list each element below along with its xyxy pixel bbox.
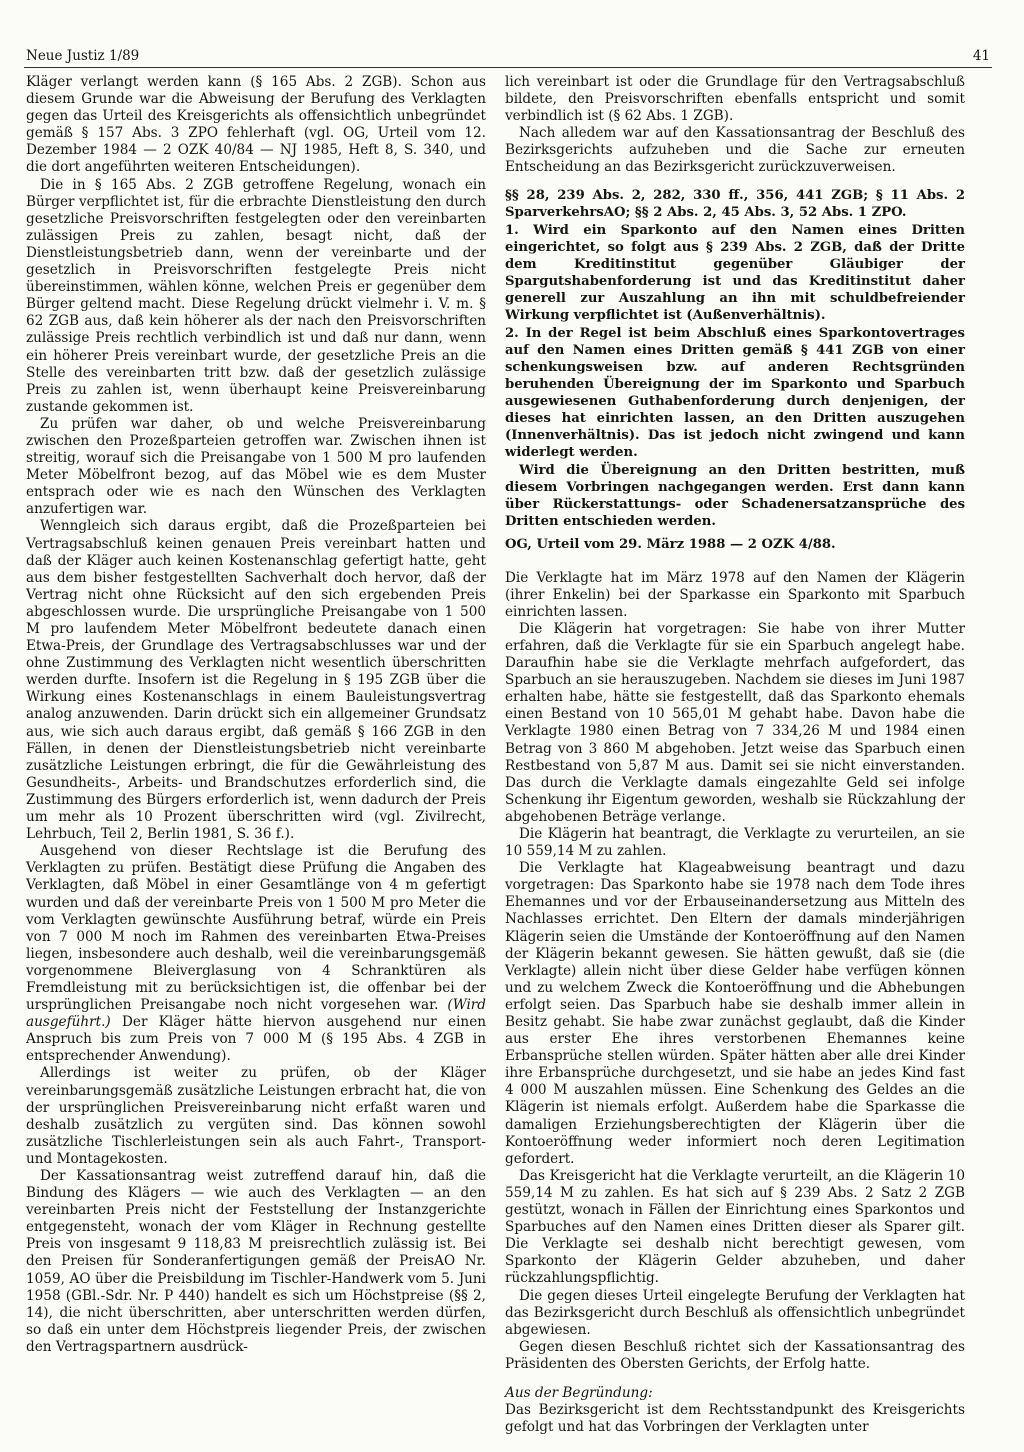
decision-citation: OG, Urteil vom 29. März 1988 — 2 OZK 4/88. xyxy=(505,536,836,552)
paragraph: Die Verklagte hat im März 1978 auf den Namen der Klägerin (ihrer Enkelin) bei der Sparkasse ein Sparkonto mit Sparbuch einrichten lassen. xyxy=(505,569,965,620)
spacer xyxy=(505,1373,965,1385)
paragraph: Das Bezirksgericht ist dem Rechtsstandpunkt des Kreisgerichts gefolgt und hat das Vorbringen der Verklagten unter xyxy=(505,1402,965,1436)
journal-title: Neue Justiz 1/89 xyxy=(26,48,140,64)
paragraph: Der Kassationsantrag weist zutreffend darauf hin, daß die Bindung des Klägers — wie auch des Verklagten — an den vereinbarten Preis nicht der Feststellung der Instanzgerichte entgegensteht, wonach der vom Kläger in Rechnung gestellte Preis von insgesamt 9 118,83 M preisrechtlich zulässig ist. Bei den Preisen für Sonderanfertigungen gemäß der PreisAO Nr. 1059, AO über die Preisbildung im Tischler-Handwerk vom 5. Juni 1958 (GBl.-Sdr. Nr. P 440) handelt es sich um Höchstpreise (§§ 2, 14), die nicht überschritten, aber unterschritten werden dürfen, so daß ein unter dem Höchstpreis liegender Preis, der zwischen den Vertragspartnern ausdrück- xyxy=(26,1168,486,1355)
header-rule xyxy=(24,67,992,68)
left-column xyxy=(26,74,486,1400)
right-column xyxy=(505,74,965,1436)
headnote-norms: §§ 28, 239 Abs. 2, 282, 330 ff., 356, 441 ZGB; § 11 Abs. 2 SparverkehrsAO; §§ 2 Abs. 2, 45 Abs. 3, 52 Abs. 1 ZPO. xyxy=(505,187,965,220)
paragraph: lich vereinbart ist oder die Grundlage für den Vertragsabschluß bildete, den Preisvorschriften ebenfalls entspricht und somit verbindlich ist (§ 62 Abs. 1 ZGB). xyxy=(505,74,965,125)
headnote-point: 2. In der Regel ist beim Abschluß eines Sparkontovertrages auf den Namen eines Dritten gemäß § 441 ZGB von einer schenkungsweisen bzw. auf anderen Rechtsgründen beruhenden Übereignung der im Sparkonto und Sparbuch ausgewiesenen Guthabenforderung durch denjenigen, der dieses hat einrichten lassen, an den Dritten auszugehen (Innenverhältnis). Das ist jedoch nicht zwingend und kann widerlegt werden. xyxy=(505,325,965,460)
paragraph-text: Ausgehend von dieser Rechtslage ist die Berufung des Verklagten zu prüfen. Bestätigt diese Prüfung die Angaben des Verklagten, daß Möbel in einer Gesamtlänge von 4 m gefertigt wurden und daß der vereinbarte Preis von 1 500 M pro Meter die vom Verklagten gewünschte Ausführung betraf, würde ein Preis von 7 000 M noch im Rahmen des vereinbarten Etwa-Preises liegen, insbesondere auch deshalb, weil die vereinbarungsgemäß vorgenommene Bleiverglasung von 4 Schranktüren als Fremdleistung mit zu berücksichtigen ist, die offenbar bei der ursprünglichen Preisangabe noch nicht vorgesehen war. xyxy=(26,843,486,1014)
paragraph: Wenngleich sich daraus ergibt, daß die Prozeßparteien bei Vertragsabschluß keinen genauen Preis vereinbart hatten und daß der Kläger auch keinen Kostenanschlag gefertigt hatte, geht aus dem bisher festgestellten Sachverhalt doch hervor, daß der Vertrag nicht ohne Rücksicht auf den sich ergebenden Preis abgeschlossen wurde. Die ursprüngliche Preisangabe von 1 500 M pro laufendem Meter Möbelfront bedeutete danach einen Etwa-Preis, der Grundlage des Vertragsabschlusses war und der ohne Zustimmung des Verklagten nicht wesentlich überschritten werden durfte. Insofern ist die Regelung in § 195 ZGB über die Wirkung eines Kostenanschlags in einem Bauleistungsvertrag analog anzuwenden. Darin drückt sich ein allgemeiner Grundsatz aus, wie sich auch daraus ergibt, daß gemäß § 166 ZGB in den Fällen, in denen der Dienstleistungsbetrieb nicht vereinbarte zusätzliche Leistungen erbringt, die für die Gewährleistung des Gesundheits-, Arbeits- und Brandschutzes erforderlich sind, die Zustimmung des Bürgers erforderlich ist, wenn dadurch der Preis um mehr als 10 Prozent überschritten wird (vgl. Zivilrecht, Lehrbuch, Teil 2, Berlin 1981, S. 36 f.). xyxy=(26,518,486,843)
paragraph: Nach alledem war auf den Kassationsantrag der Beschluß des Bezirksgerichts aufzuheben und die Sache zur erneuten Entscheidung an das Bezirksgericht zurückzuverweisen. xyxy=(505,125,965,176)
paragraph: Die Klägerin hat vorgetragen: Sie habe von ihrer Mutter erfahren, daß die Verklagte für sie ein Sparbuch angelegt habe. Daraufhin habe sie die Verklagte mehrfach aufgefordert, das Sparbuch an sie herauszugeben. Nachdem sie dieses im Juni 1987 erhalten habe, hätte sie festgestellt, daß das Sparkonto ehemals einen Bestand von 10 565,01 M gehabt habe. Davon habe die Verklagte 1980 einen Betrag von 7 334,26 M und 1984 einen Betrag von 3 860 M abgehoben. Jetzt weise das Sparbuch einen Restbestand von 5,87 M aus. Damit sei sie nicht einverstanden. Das durch die Verklagte damals eingezahlte Geld sei infolge Schenkung ihr Eigentum geworden, weshalb sie Rückzahlung der abgehobenen Beträge verlange. xyxy=(505,620,965,825)
paragraph: Allerdings ist weiter zu prüfen, ob der Kläger vereinbarungsgemäß zusätzliche Leistungen erbracht hat, die von der ursprünglichen Preisvereinbarung nicht erfaßt waren und deshalb zusätzlich zu vergüten sind. Das können sowohl zusätzliche Tischlerleistungen sein als auch Fahrt-, Transport- und Montagekosten. xyxy=(26,1065,486,1167)
headnote-point: Wird die Übereignung an den Dritten bestritten, muß diesem Vorbringen nachgegangen werden. Erst dann kann über Rückerstattungs- oder Schadenersatzansprüche des Dritten entschieden werden. xyxy=(505,462,965,529)
section-subheading: Aus der Begründung: xyxy=(505,1384,653,1401)
paragraph: Das Kreisgericht hat die Verklagte verurteilt, an die Klägerin 10 559,14 M zu zahlen. Es hat sich auf § 239 Abs. 2 Satz 2 ZGB gestützt, wonach in Fällen der Einrichtung eines Sparkontos und Sparbuches auf den Namen eines Dritten dieser als Sparer gilt. Die Verklagte sei deshalb nicht berechtigt gewesen, vom Sparkonto der Klägerin Gelder abzuheben, und daher rückzahlungspflichtig. xyxy=(505,1167,965,1287)
omission-note: (Wird ausgeführt.) xyxy=(26,997,486,1031)
paragraph: Zu prüfen war daher, ob und welche Preisvereinbarung zwischen den Prozeßparteien getroffen war. Zwischen ihnen ist streitig, worauf sich die Preisangabe von 1 500 M pro laufenden Meter Möbelfront bezog, auf das Möbel wie es dem Muster entsprach oder wie es nach den Wünschen des Verklagten anzufertigen war. xyxy=(26,415,486,518)
paragraph: Kläger verlangt werden kann (§ 165 Abs. 2 ZGB). Schon aus diesem Grunde war die Abweisung der Berufung des Verklagten gegen das Urteil des Kreisgerichts als offensichtlich unbegründet gemäß § 157 Abs. 3 ZPO fehlerhaft (vgl. OG, Urteil vom 12. Dezember 1984 — 2 OZK 40/84 — NJ 1985, Heft 8, S. 340, und die dort angeführten weiteren Entscheidungen). xyxy=(26,74,486,176)
paragraph-text: Der Kläger hätte hiervon ausgehend nur einen Anspruch bis zum Preis von 7 000 M (§ 195 Abs. 4 ZGB in entsprechender Anwendung). xyxy=(26,1014,486,1065)
paragraph: Die in § 165 Abs. 2 ZGB getroffene Regelung, wonach ein Bürger verpflichtet ist, für die erbrachte Dienstleistung den durch gesetzliche Preisvorschriften festgelegten oder den vereinbarten zulässigen Preis zu zahlen, besagt nicht, daß der Dienstleistungsbetrieb dann, wenn der vereinbarte und der gesetzlich in Preisvorschriften festgelegte Preis nicht übereinstimmen, wählen könne, welchen Preis er gegenüber dem Bürger geltend macht. Diese Regelung drückt vielmehr i. V. m. § 62 ZGB aus, daß kein höherer als der nach den Preisvorschriften zulässige Preis rechtlich verbindlich ist und daß nur dann, wenn ein höherer Preis vereinbart wurde, der gesetzliche Preis an die Stelle des vereinbarten tritt bzw. daß der gesetzlich zulässige Preis zu zahlen ist, wenn überhaupt keine Preisvereinbarung zustande gekommen ist. xyxy=(26,176,486,415)
headnote-point: 1. Wird ein Sparkonto auf den Namen eines Dritten eingerichtet, so folgt aus § 239 Abs. 2 ZGB, daß der Dritte dem Kreditinstitut gegenüber Gläubiger der Spargutshabenforderung ist und das Kreditinstitut daher generell zur Auszahlung an ihn mit schuldbefreiender Wirkung verpflichtet ist (Außenverhältnis). xyxy=(505,222,965,323)
paragraph: Die Klägerin hat beantragt, die Verklagte zu verurteilen, an sie 10 559,14 M zu zahlen. xyxy=(505,825,965,860)
paragraph: Die gegen dieses Urteil eingelegte Berufung der Verklagten hat das Bezirksgericht durch Beschluß als offensichtlich unbegründet abgewiesen. xyxy=(505,1287,965,1338)
spacer xyxy=(505,554,965,570)
paragraph: Gegen diesen Beschluß richtet sich der Kassationsantrag des Präsidenten des Obersten Gerichts, der Erfolg hatte. xyxy=(505,1338,965,1372)
headnote xyxy=(505,187,965,553)
page-number: 41 xyxy=(972,48,990,64)
paragraph: Die Verklagte hat Klageabweisung beantragt und dazu vorgetragen: Das Sparkonto habe sie 1978 nach dem Tode ihres Ehemannes und vor der Erbauseinandersetzung aus Mitteln des Nachlasses errichtet. Den Eltern der damals minderjährigen Klägerin seien die Umstände der Kontoeröffnung auf den Namen der Klägerin bekannt gewesen. Sie hätten gewußt, daß sie (die Verklagte) allein nicht über diese Gelder habe verfügen können und zu welchem Zweck die Kontoeröffnung und die Abhebungen erfolgt seien. Das Sparbuch habe sie deshalb immer allein in Besitz gehabt. Sie habe zwar zunächst geglaubt, daß die Kinder aus erster Ehe ihres verstorbenen Ehemannes keine Erbansprüche stellen würden. Später hätten aber alle drei Kinder ihre Erbansprüche durchgesetzt, und sie habe an jedes Kind fast 4 000 M auszahlen müssen. Eine Schenkung des Geldes an die Klägerin ist niemals erfolgt. Außerdem habe die Sparkasse die damaligen Erziehungsberechtigten der Klägerin über die Kontoeröffnung weder informiert noch deren Legitimation gefordert. xyxy=(505,860,965,1167)
paragraph xyxy=(26,843,486,1065)
